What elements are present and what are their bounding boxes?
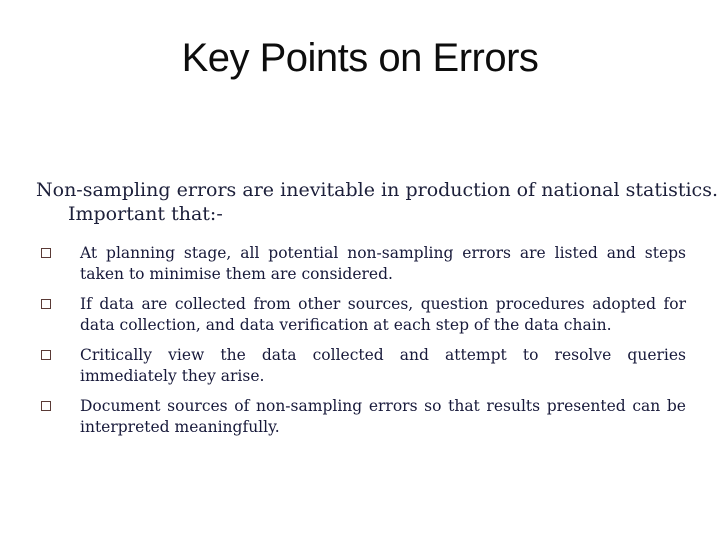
bullet-item-other-sources: [36, 294, 686, 336]
square-outline-icon: [41, 248, 51, 258]
bullet-list: [36, 243, 686, 447]
square-outline-icon: [41, 350, 51, 360]
square-outline-icon: [41, 401, 51, 411]
bullet-item-document-sources: [36, 396, 686, 438]
intro-text: Non-sampling errors are inevitable in production of national statistics. Important that:-: [36, 179, 718, 225]
bullet-text: At planning stage, all potential non-sampling errors are listed and steps taken to minimise them are considered.: [80, 244, 686, 283]
slide-title: Key Points on Errors: [181, 36, 539, 80]
bullet-text: Document sources of non-sampling errors so that results presented can be interpreted meaningfully.: [80, 397, 686, 436]
bullet-item-planning: [36, 243, 686, 285]
square-outline-icon: [41, 299, 51, 309]
bullet-text: Critically view the data collected and attempt to resolve queries immediately they arise.: [80, 346, 686, 385]
bullet-text: If data are collected from other sources, question procedures adopted for data collection, and data verification at each step of the data chain.: [80, 295, 686, 334]
bullet-item-critically-view: [36, 345, 686, 387]
